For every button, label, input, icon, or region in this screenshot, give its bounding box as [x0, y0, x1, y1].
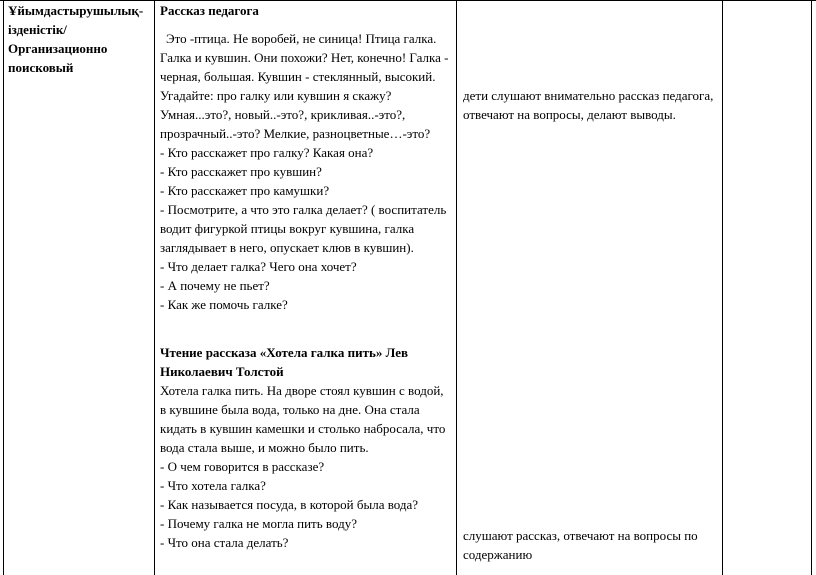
- table-border-right: [811, 0, 812, 575]
- question-item: - Что делает галка? Чего она хочет?: [160, 259, 357, 274]
- question-item: - Кто расскажет про камушки?: [160, 183, 330, 198]
- question-item: - Кто расскажет про галку? Какая она?: [160, 145, 374, 160]
- question-item: - Как называется посуда, в которой была вода?: [160, 497, 419, 512]
- question-item: - Что она стала делать?: [160, 535, 289, 550]
- section-heading: Рассказ педагога: [160, 3, 259, 18]
- question-item: - А почему не пьет?: [160, 278, 270, 293]
- question-item: - О чем говорится в рассказе?: [160, 459, 325, 474]
- activity-note-2: [463, 526, 718, 564]
- stage-name: Ұйымдастырушылық-ізденістік/ Организационно поисковый: [8, 3, 144, 75]
- activity-note-2-text: слушают рассказ, отвечают на вопросы по содержанию: [463, 528, 698, 562]
- question-item: - Что хотела галка?: [160, 478, 266, 493]
- question-item: - Посмотрите, а что это галка делает? ( воспитатель водит фигуркой птицы вокруг кувшина, галка заглядывает в него, опускает клюв в кувшин).: [160, 202, 447, 255]
- content-cell: [160, 1, 452, 552]
- empty-cell: [727, 1, 807, 571]
- column-divider-3: [722, 0, 723, 575]
- intro-paragraph: Это -птица. Не воробей, не синица! Птица галка. Галка и кувшин. Они похожи? Нет, конечно! Галка - черная, большая. Кувшин - стеклянный, высокий. Угадайте: про галку или кувшин я скажу? Умная...это?, новый..-это?, крикливая..-это?, прозрачный..-это? Мелкие, разноцветные…-это?: [160, 31, 449, 141]
- questions-list-2: [160, 457, 452, 552]
- activity-note-1: [463, 86, 718, 124]
- questions-list-1: [160, 143, 452, 314]
- story-paragraph: Хотела галка пить. На дворе стоял кувшин с водой, в кувшине была вода, только на дне. Она стала кидать в кувшин камешки и столько набросала, что вода стала выше, и можно было пить.: [160, 383, 446, 455]
- question-item: - Как же помочь галке?: [160, 297, 288, 312]
- table-border-left: [3, 0, 4, 575]
- column-divider-2: [456, 0, 457, 575]
- question-item: - Почему галка не могла пить воду?: [160, 516, 357, 531]
- column-divider-1: [154, 0, 155, 575]
- activity-note-1-text: дети слушают внимательно рассказ педагога, отвечают на вопросы, делают выводы.: [463, 88, 714, 122]
- stage-name-cell: [8, 1, 150, 77]
- question-item: - Кто расскажет про кувшин?: [160, 164, 322, 179]
- reading-heading: Чтение рассказа «Хотела галка пить» Лев Николаевич Толстой: [160, 345, 408, 379]
